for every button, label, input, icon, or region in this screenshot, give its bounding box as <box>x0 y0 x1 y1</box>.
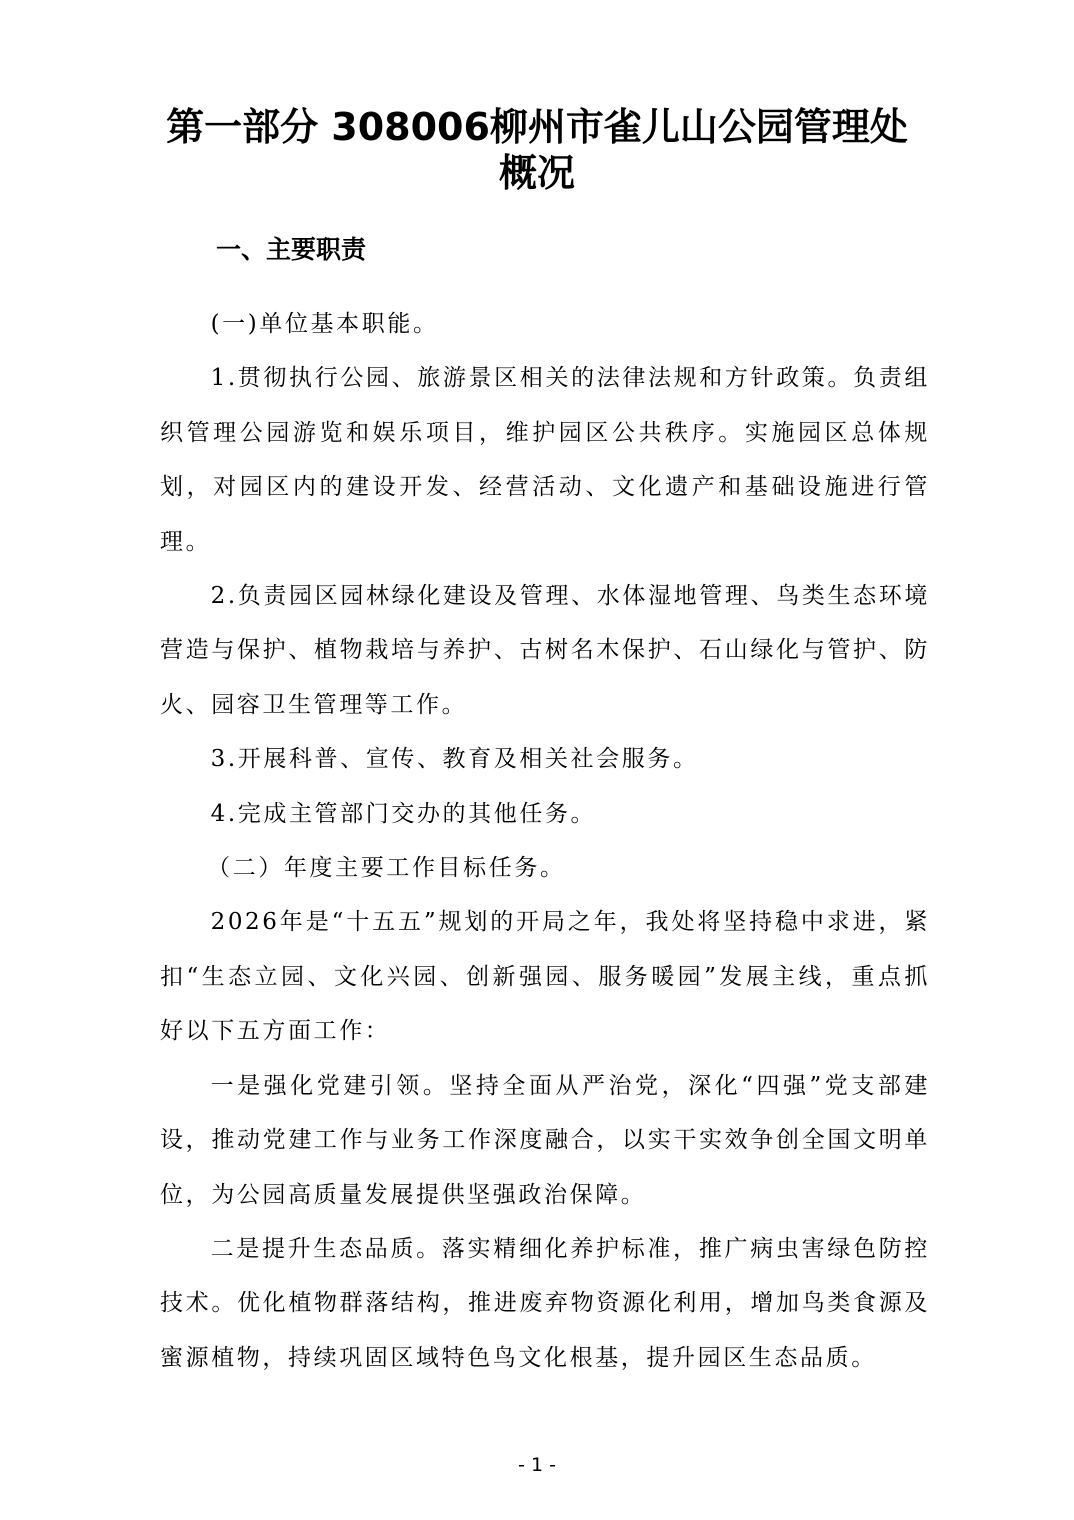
subsection-heading-basic-functions: (一)单位基本职能。 <box>210 311 439 337</box>
section-heading-main-duties: 一、主要职责 <box>216 235 367 264</box>
document-title-line-2: 概况 <box>498 151 575 195</box>
paragraph-function-1: 1.贯彻执行公园、旅游景区相关的法律法规和方针政策。负责组织管理公园游览和娱乐项目，维护园区公共秩序。实施园区总体规划，对园区内的建设开发、经营活动、文化遗产和基础设施进行管理。 <box>160 365 930 555</box>
document-body <box>160 297 930 1385</box>
page-number: - 1 - <box>518 1454 556 1476</box>
paragraph-annual-overview: 2026年是“十五五”规划的开局之年，我处将坚持稳中求进，紧扣“生态立园、文化兴园、创新强园、服务暖园”发展主线，重点抓好以下五方面工作： <box>160 909 930 1045</box>
document-title <box>140 104 934 196</box>
paragraph-function-2: 2.负责园区园林绿化建设及管理、水体湿地管理、鸟类生态环境营造与保护、植物栽培与养护、古树名木保护、石山绿化与管护、防火、园容卫生管理等工作。 <box>160 583 930 718</box>
subsection-heading-annual-goals: （二）年度主要工作目标任务。 <box>207 855 566 882</box>
paragraph-function-4: 4.完成主管部门交办的其他任务。 <box>210 800 597 827</box>
document-title-line-1: 第一部分 308006柳州市雀儿山公园管理处 <box>166 105 908 149</box>
paragraph-party-building: 一是强化党建引领。坚持全面从严治党，深化“四强”党支部建设，推动党建工作与业务工作深度融合，以实干实效争创全国文明单位，为公园高质量发展提供坚强政治保障。 <box>160 1072 930 1208</box>
paragraph-ecological-quality: 二是提升生态品质。落实精细化养护标准，推广病虫害绿色防控技术。优化植物群落结构，推进废弃物资源化利用，增加鸟类食源及蜜源植物，持续巩固区域特色鸟文化根基，提升园区生态品质。 <box>160 1235 930 1371</box>
paragraph-function-3: 3.开展科普、宣传、教育及相关社会服务。 <box>210 746 699 773</box>
